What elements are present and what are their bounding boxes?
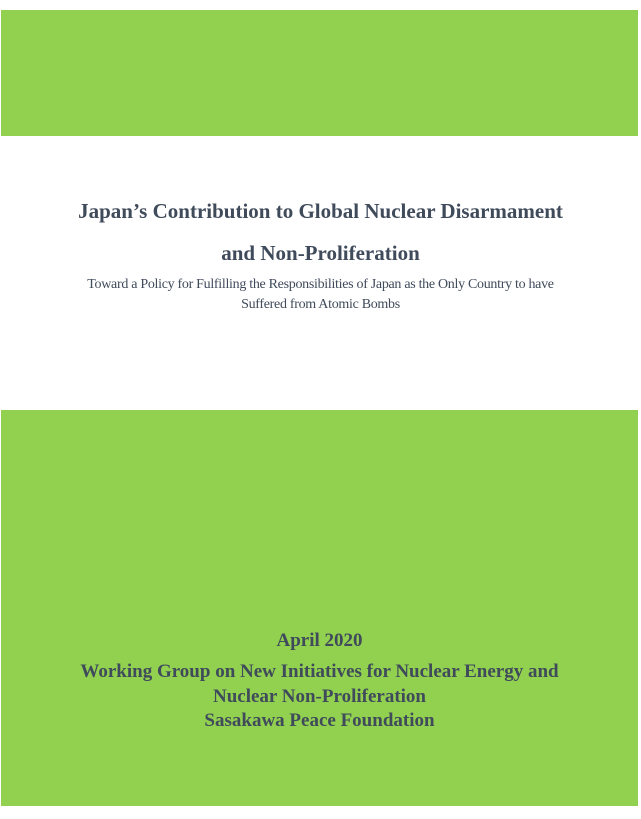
subtitle-line-1: Toward a Policy for Fulfilling the Responsibilities of Japan as the Only Country to have bbox=[87, 277, 554, 292]
title-line-2: and Non-Proliferation bbox=[221, 241, 420, 265]
org-line-1: Working Group on New Initiatives for Nuclear Energy and bbox=[80, 661, 559, 682]
org-line-2: Nuclear Non-Proliferation bbox=[212, 686, 426, 707]
publication-date: April 2020 bbox=[276, 630, 363, 651]
subtitle-line-2: Suffered from Atomic Bombs bbox=[241, 297, 400, 312]
top-green-band bbox=[1, 10, 638, 136]
title-block bbox=[0, 136, 641, 410]
subtitle bbox=[40, 275, 601, 315]
bottom-green-band bbox=[1, 410, 638, 806]
title-line-1: Japan’s Contribution to Global Nuclear Disarmament bbox=[78, 199, 563, 223]
org-line-3: Sasakawa Peace Foundation bbox=[204, 710, 435, 731]
